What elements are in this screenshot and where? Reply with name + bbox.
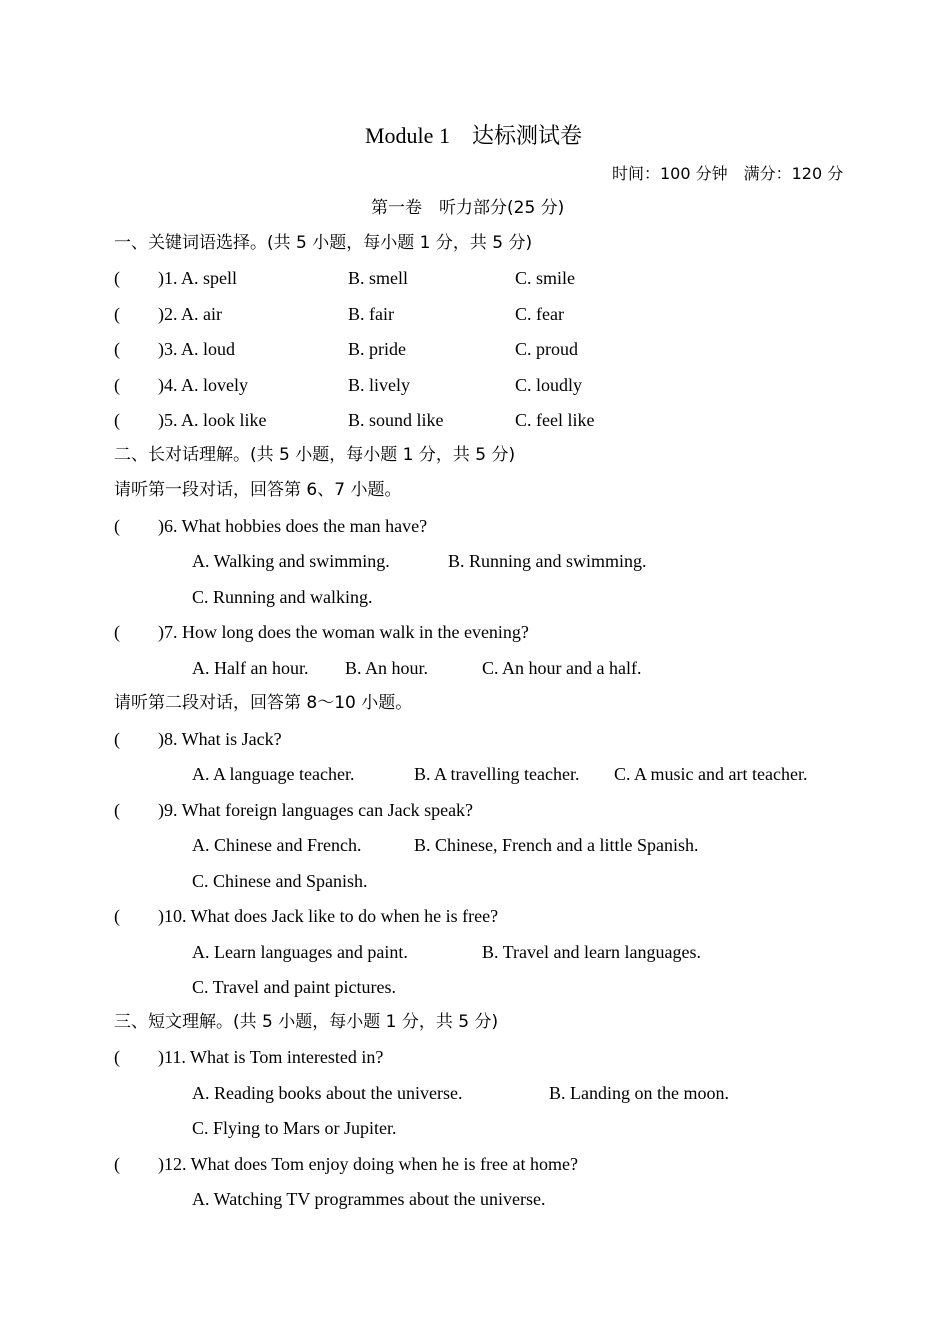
answer-blank-close: ): [158, 729, 164, 749]
option-c: C. Chinese and Spanish.: [192, 871, 368, 891]
option-b: B. Chinese, French and a little Spanish.: [414, 835, 699, 855]
answer-blank-close: ): [158, 268, 164, 288]
question-stem: 11. What is Tom interested in?: [164, 1047, 384, 1067]
question-stem: 10. What does Jack like to do when he is free?: [164, 906, 499, 926]
answer-blank-close: ): [158, 516, 164, 536]
answer-blank-close: ): [158, 375, 164, 395]
answer-blank-close: ): [158, 800, 164, 820]
answer-blank-close: ): [158, 1047, 164, 1067]
answer-blank-open: (: [114, 339, 120, 359]
option-a: A. Chinese and French.: [192, 835, 362, 855]
option-c: C. An hour and a half.: [482, 658, 642, 678]
option-b: B. smell: [348, 268, 409, 288]
answer-blank-close: ): [158, 1154, 164, 1174]
part-title: 第一卷 听力部分(25 分): [371, 198, 565, 218]
answer-blank-open: (: [114, 1154, 120, 1174]
option-c: C. Running and walking.: [192, 587, 373, 607]
question-stem: 7. How long does the woman walk in the evening?: [164, 622, 529, 642]
option-c: C. smile: [515, 268, 576, 288]
answer-blank-open: (: [114, 1047, 120, 1067]
option-b: B. sound like: [348, 410, 444, 430]
answer-blank-open: (: [114, 304, 120, 324]
question-stem: 6. What hobbies does the man have?: [164, 516, 428, 536]
question-stem: 4. A. lovely: [164, 375, 248, 395]
option-c: C. proud: [515, 339, 578, 359]
question-stem: 9. What foreign languages can Jack speak?: [164, 800, 474, 820]
section-3-heading: 三、短文理解。(共 5 小题，每小题 1 分，共 5 分): [114, 1012, 499, 1032]
answer-blank-close: ): [158, 304, 164, 324]
dialogue-2-intro: 请听第二段对话，回答第 8～10 小题。: [114, 693, 413, 713]
option-b: B. lively: [348, 375, 410, 395]
answer-blank-open: (: [114, 800, 120, 820]
option-b: B. Landing on the moon.: [549, 1083, 729, 1103]
exam-meta: 时间：100 分钟 满分：120 分: [612, 164, 844, 183]
option-b: B. A travelling teacher.: [414, 764, 580, 784]
dialogue-1-intro: 请听第一段对话，回答第 6、7 小题。: [114, 480, 402, 500]
option-b: B. Travel and learn languages.: [482, 942, 701, 962]
option-c: C. Flying to Mars or Jupiter.: [192, 1118, 397, 1138]
section-2-heading: 二、长对话理解。(共 5 小题，每小题 1 分，共 5 分): [114, 445, 516, 465]
section-1-heading: 一、关键词语选择。(共 5 小题，每小题 1 分，共 5 分): [114, 233, 533, 253]
option-c: C. Travel and paint pictures.: [192, 977, 396, 997]
page-title: Module 1 达标测试卷: [365, 123, 582, 148]
question-stem: 1. A. spell: [164, 268, 238, 288]
answer-blank-open: (: [114, 906, 120, 926]
answer-blank-close: ): [158, 339, 164, 359]
answer-blank-close: ): [158, 906, 164, 926]
option-a: A. A language teacher.: [192, 764, 355, 784]
answer-blank-open: (: [114, 410, 120, 430]
question-stem: 2. A. air: [164, 304, 222, 324]
answer-blank-close: ): [158, 622, 164, 642]
question-stem: 5. A. look like: [164, 410, 267, 430]
option-c: C. feel like: [515, 410, 595, 430]
answer-blank-open: (: [114, 729, 120, 749]
option-c: C. loudly: [515, 375, 583, 395]
option-a: A. Half an hour.: [192, 658, 309, 678]
answer-blank-close: ): [158, 410, 164, 430]
option-a: A. Walking and swimming.: [192, 551, 390, 571]
answer-blank-open: (: [114, 268, 120, 288]
answer-blank-open: (: [114, 516, 120, 536]
option-b: B. pride: [348, 339, 406, 359]
option-a: A. Watching TV programmes about the universe.: [192, 1189, 546, 1209]
question-stem: 12. What does Tom enjoy doing when he is free at home?: [164, 1154, 578, 1174]
option-b: B. Running and swimming.: [448, 551, 647, 571]
option-b: B. An hour.: [345, 658, 429, 678]
option-c: C. fear: [515, 304, 564, 324]
question-stem: 3. A. loud: [164, 339, 236, 359]
answer-blank-open: (: [114, 375, 120, 395]
option-a: A. Learn languages and paint.: [192, 942, 408, 962]
answer-blank-open: (: [114, 622, 120, 642]
option-c: C. A music and art teacher.: [614, 764, 808, 784]
option-a: A. Reading books about the universe.: [192, 1083, 463, 1103]
option-b: B. fair: [348, 304, 394, 324]
question-stem: 8. What is Jack?: [164, 729, 282, 749]
